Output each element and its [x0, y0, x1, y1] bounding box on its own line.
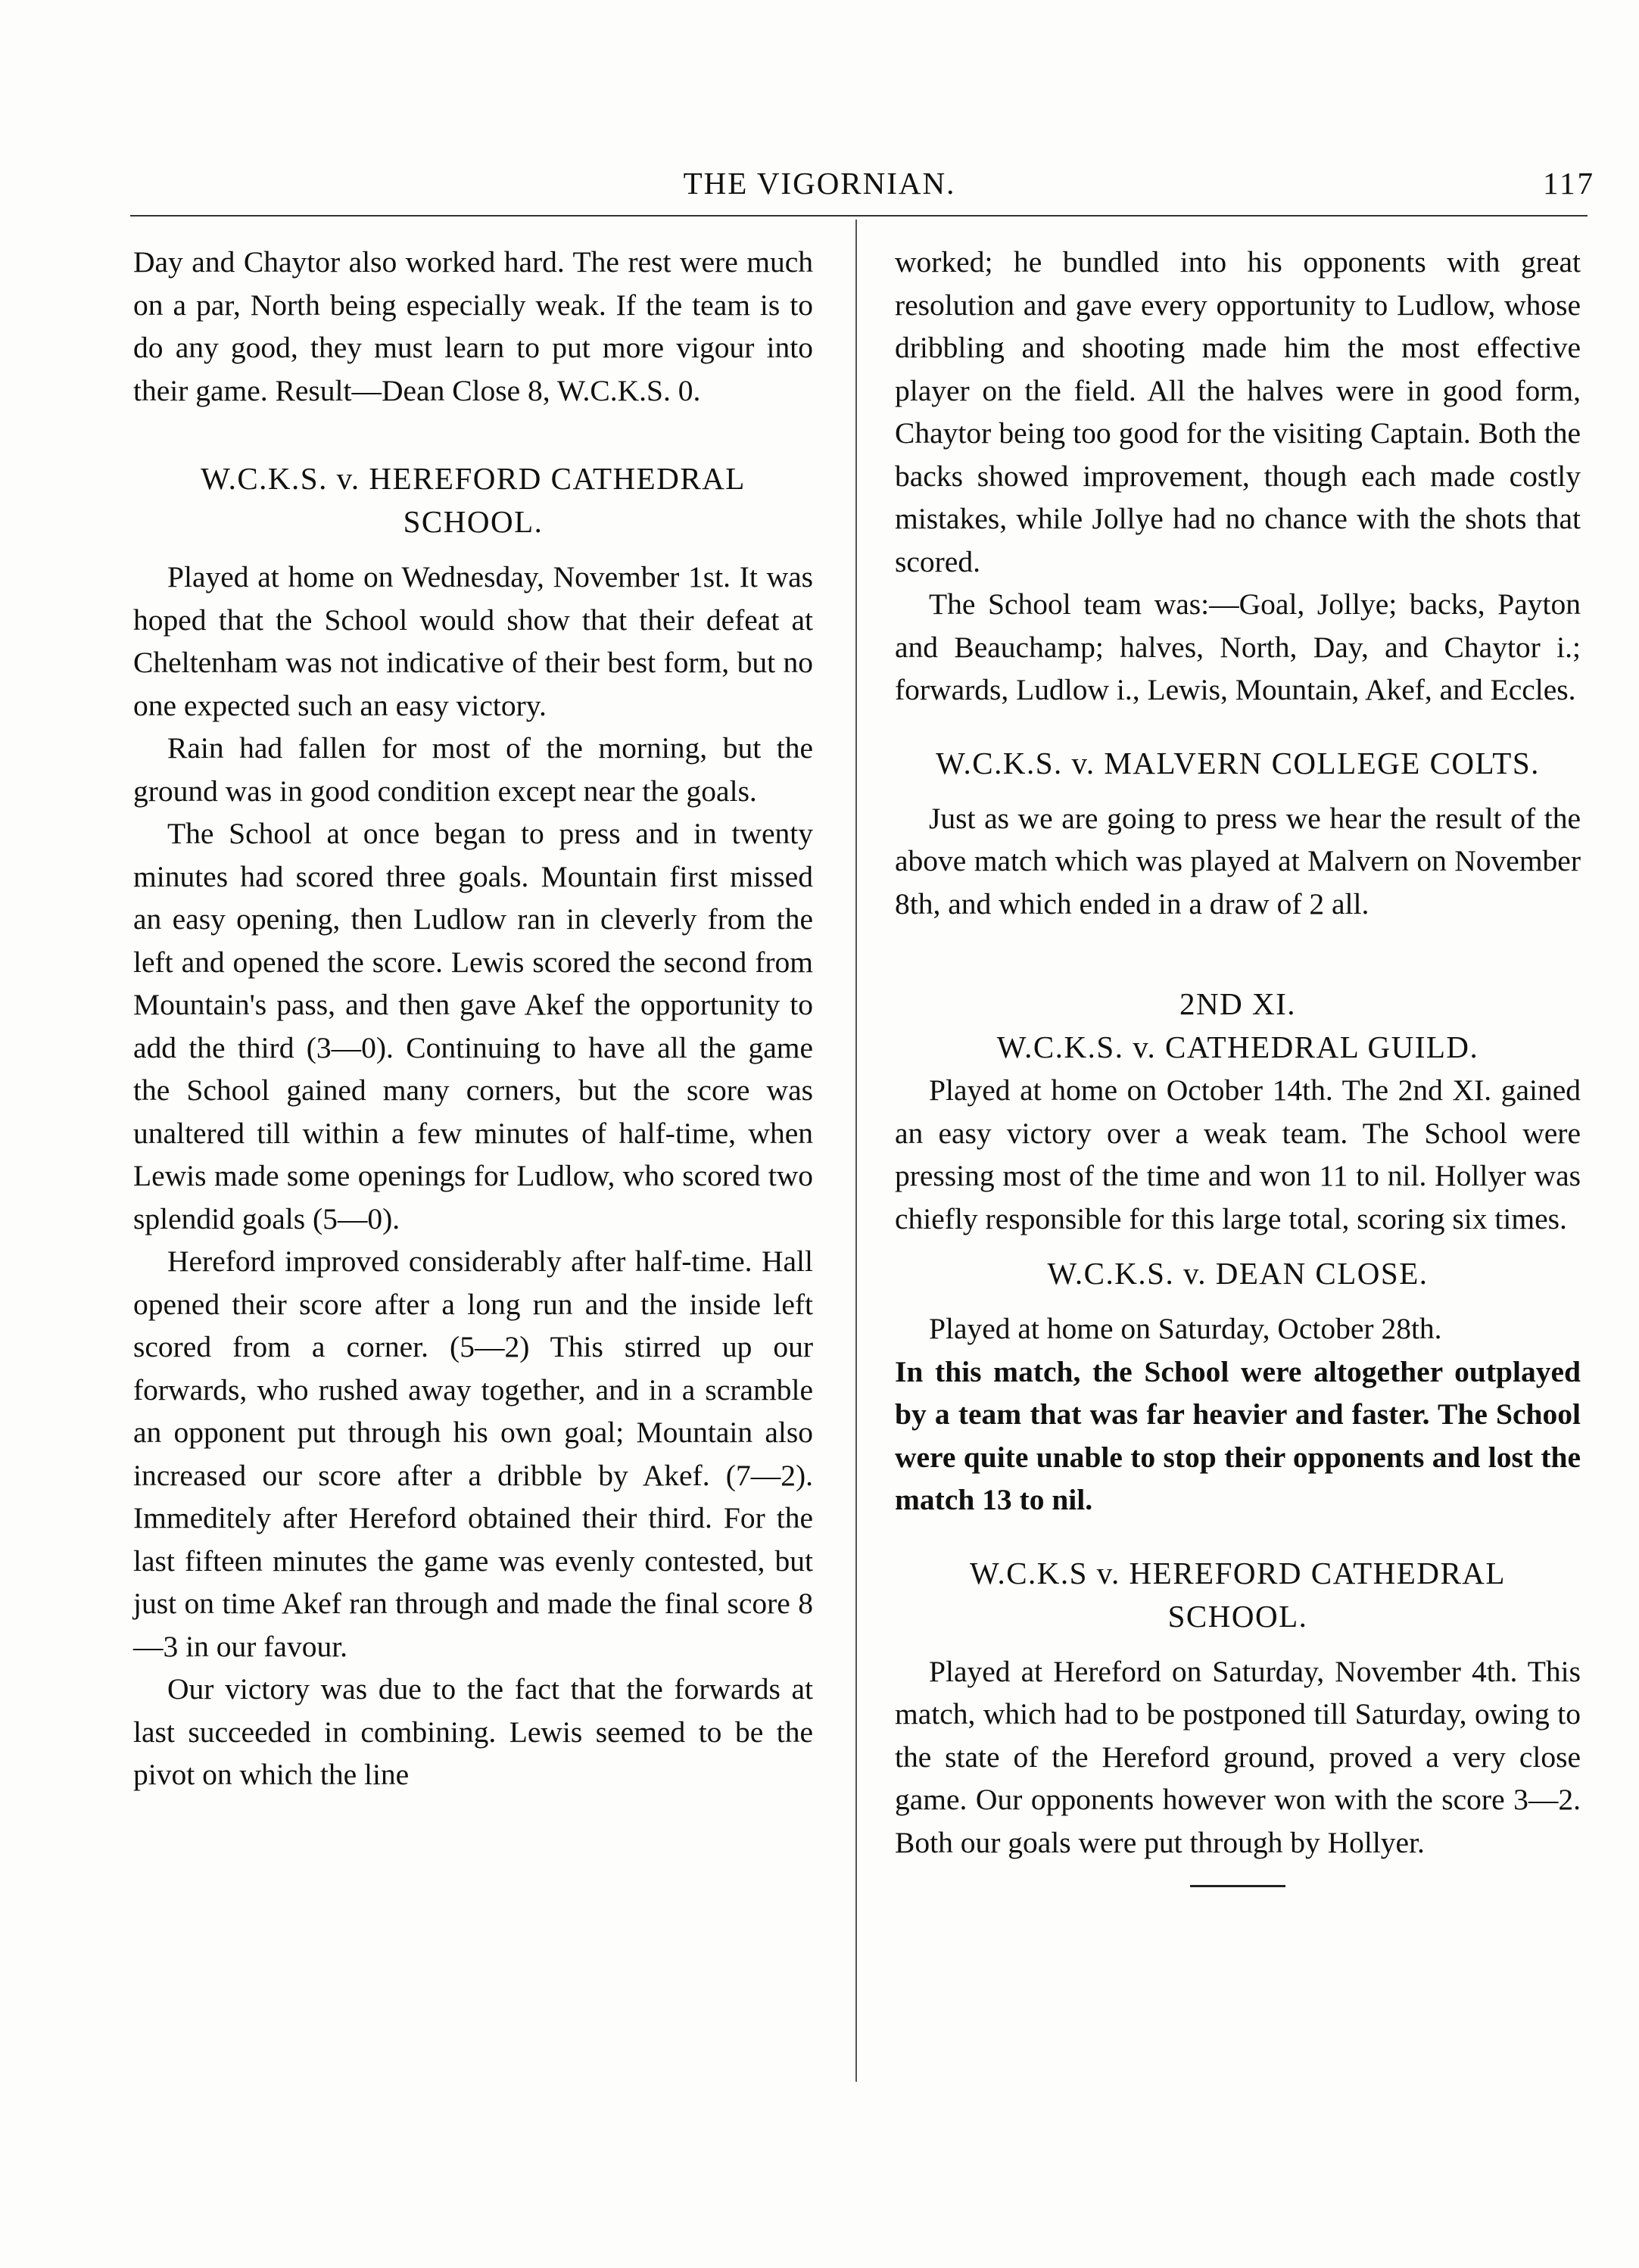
paragraph-continued: Day and Chaytor also worked hard. The rest were much on a par, North being especially weak. If the team is to do any good, they must learn to put more vigour into their game. Result—Dean Close 8, W.C.K.S. 0.: [133, 245, 813, 407]
paragraph: Played at Hereford on Saturday, November 4th. This match, which had to be postponed till Saturday, owing to the state of the Hereford ground, proved a very close game. Our opponents however won with the score 3—2. Both our goals were put through by Hollyer.: [895, 1654, 1581, 1859]
paragraph: Played at home on Wednesday, November 1st. It was hoped that the School would show that their defeat at Cheltenham was not indicative of their best form, but no one expected such an easy victory.: [133, 560, 813, 722]
left-column: [133, 241, 813, 1796]
section-heading-guild: W.C.K.S. v. CATHEDRAL GUILD.: [996, 1030, 1479, 1064]
section-heading-hereford-away: [895, 1552, 1581, 1638]
heading-line: SCHOOL.: [1167, 1598, 1308, 1634]
paragraph: Hereford improved considerably after half-time. Hall opened their score after a long run and the inside left scored from a corner. (5—2) This stirred up our forwards, who rushed away together, and in a scramble an opponent put through his own goal; Mountain also increased our score after a dribble by Akef. (7—2). Immeditely after Hereford obtained their third. For the last fifteen minutes the game was evenly contested, but just on time Akef ran through and made the final score 8—3 in our favour.: [133, 1245, 813, 1663]
heading-line: W.C.K.S. v. HEREFORD CATHEDRAL: [201, 461, 746, 496]
page-number: 117: [1543, 166, 1595, 201]
heading-line: W.C.K.S v. HEREFORD CATHEDRAL: [970, 1555, 1506, 1590]
end-rule: [1190, 1885, 1285, 1887]
section-heading-malvern: W.C.K.S. v. MALVERN COLLEGE COLTS.: [936, 745, 1540, 780]
paragraph: Played at home on Saturday, October 28th.: [929, 1312, 1442, 1345]
section-heading-dean-close: W.C.K.S. v. DEAN CLOSE.: [1047, 1256, 1429, 1291]
team-list: The School team was:—Goal, Jollye; backs, Payton and Beauchamp; halves, North, Day, and Chaytor i.; forwards, Ludlow i., Lewis, Mountain, Akef, and Eccles.: [895, 587, 1581, 706]
paragraph: Just as we are going to press we hear the result of the above match which was played at Malvern on November 8th, and which ended in a draw of 2 all.: [895, 801, 1581, 921]
journal-title: THE VIGORNIAN.: [683, 166, 956, 201]
paragraph: The School at once began to press and in twenty minutes had scored three goals. Mountain first missed an easy opening, then Ludlow ran in cleverly from the left and opened the score. Lewis scored the second from Mountain's pass, and then gave Akef the opportunity to add the third (3—0). Continuing to have all the game the School gained many corners, but the score was unaltered till within a few minutes of half-time, when Lewis made some openings for Ludlow, who scored two splendid goals (5—0).: [133, 817, 813, 1235]
paragraph: Our victory was due to the fact that the forwards at last succeeded in combining. Lewis seemed to be the pivot on which the line: [133, 1672, 813, 1791]
column-divider: [855, 220, 857, 2082]
section-heading-hereford-home: [133, 457, 813, 544]
paragraph-bold: In this match, the School were altogether outplayed by a team that was far heavier and faster. The School were quite unable to stop their opponents and lost the match 13 to nil.: [895, 1354, 1581, 1516]
heading-line: SCHOOL.: [403, 504, 544, 539]
section-heading-2nd-xi: 2ND XI.: [1179, 986, 1296, 1021]
header-rule: [130, 215, 1588, 217]
paragraph: Played at home on October 14th. The 2nd XI. gained an easy victory over a weak team. The School were pressing most of the time and won 11 to nil. Hollyer was chiefly responsible for this large total, scoring six times.: [895, 1073, 1581, 1235]
paragraph: Rain had fallen for most of the morning, but the ground was in good condition except near the goals.: [133, 731, 813, 808]
paragraph-continued: worked; he bundled into his opponents with great resolution and gave every opportunity to Ludlow, whose dribbling and shooting made him the most effective player on the field. All the halves were in good form, Chaytor being too good for the visiting Captain. Both the backs showed improvement, though each made costly mistakes, while Jollye had no chance with the shots that scored.: [895, 245, 1581, 578]
running-header: [0, 165, 1639, 210]
right-column: [895, 241, 1581, 1887]
